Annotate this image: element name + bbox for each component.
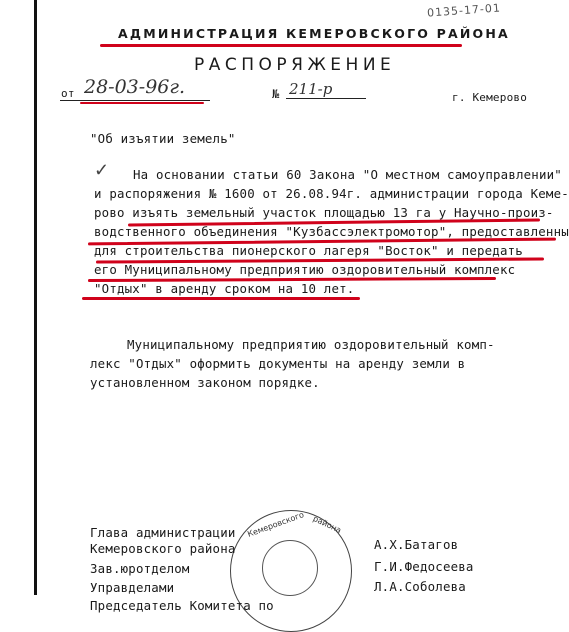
para1-line1: На основании статьи 60 Закона "О местном самоуправлении" (133, 167, 562, 182)
archive-number: 0135-17-01 (426, 1, 502, 20)
seal-lettering-2: района (311, 514, 343, 535)
signature-title-5: Председатель Комитета по (90, 598, 274, 613)
para2-line3: установленном законом порядке. (90, 375, 320, 390)
para1-line6: его Муниципальному предприятию оздоровительный комплекс (94, 262, 516, 277)
scan-edge (34, 0, 37, 595)
check-mark: ✓ (94, 160, 110, 181)
date-underline (80, 102, 204, 104)
document-title: РАСПОРЯЖЕНИЕ (194, 55, 396, 75)
date-line (60, 100, 210, 101)
date-handwritten: 28-03-96г. (84, 76, 186, 98)
date-prefix: от (61, 87, 75, 100)
subject: "Об изъятии земель" (90, 131, 236, 146)
para1-line5: для строительства пионерского лагеря "Восток" и передать (94, 243, 523, 258)
signature-title-4: Управделами (90, 580, 175, 595)
administration-header: АДМИНИСТРАЦИЯ КЕМЕРОВСКОГО РАЙОНА (118, 26, 510, 41)
number-handwritten: 211-р (289, 80, 333, 98)
underline-5 (82, 297, 360, 300)
number-prefix: № (272, 87, 280, 101)
header-underline (100, 44, 462, 47)
city: г. Кемерово (452, 91, 528, 104)
signature-title-1: Глава администрации (90, 525, 236, 540)
signature-title-2: Кемеровского района (90, 541, 236, 556)
signature-title-3: Зав.юротделом (90, 561, 190, 576)
official-seal-inner (262, 540, 318, 596)
para1-line2: и распоряжения № 1600 от 26.08.94г. администрации города Кеме- (94, 186, 569, 201)
para2-line2: лекс "Отдых" оформить документы на аренду земли в (90, 356, 466, 371)
seal-lettering: Кемеровского (246, 510, 306, 539)
number-line (286, 98, 366, 99)
para1-line4: водственного объединения "Кузбассэлектромотор", предоставленны (94, 224, 569, 239)
para1-line3: рово изъять земельный участок площадью 13 га у Научно-произ- (94, 205, 554, 220)
para1-line7: "Отдых" в аренду сроком на 10 лет. (94, 281, 355, 296)
para2-line1: Муниципальному предприятию оздоровительный комп- (127, 337, 495, 352)
signature-name-3: Л.А.Соболева (374, 579, 466, 594)
signature-name-2: Г.И.Федосеева (374, 559, 474, 574)
signature-name-1: А.Х.Батагов (374, 537, 459, 552)
